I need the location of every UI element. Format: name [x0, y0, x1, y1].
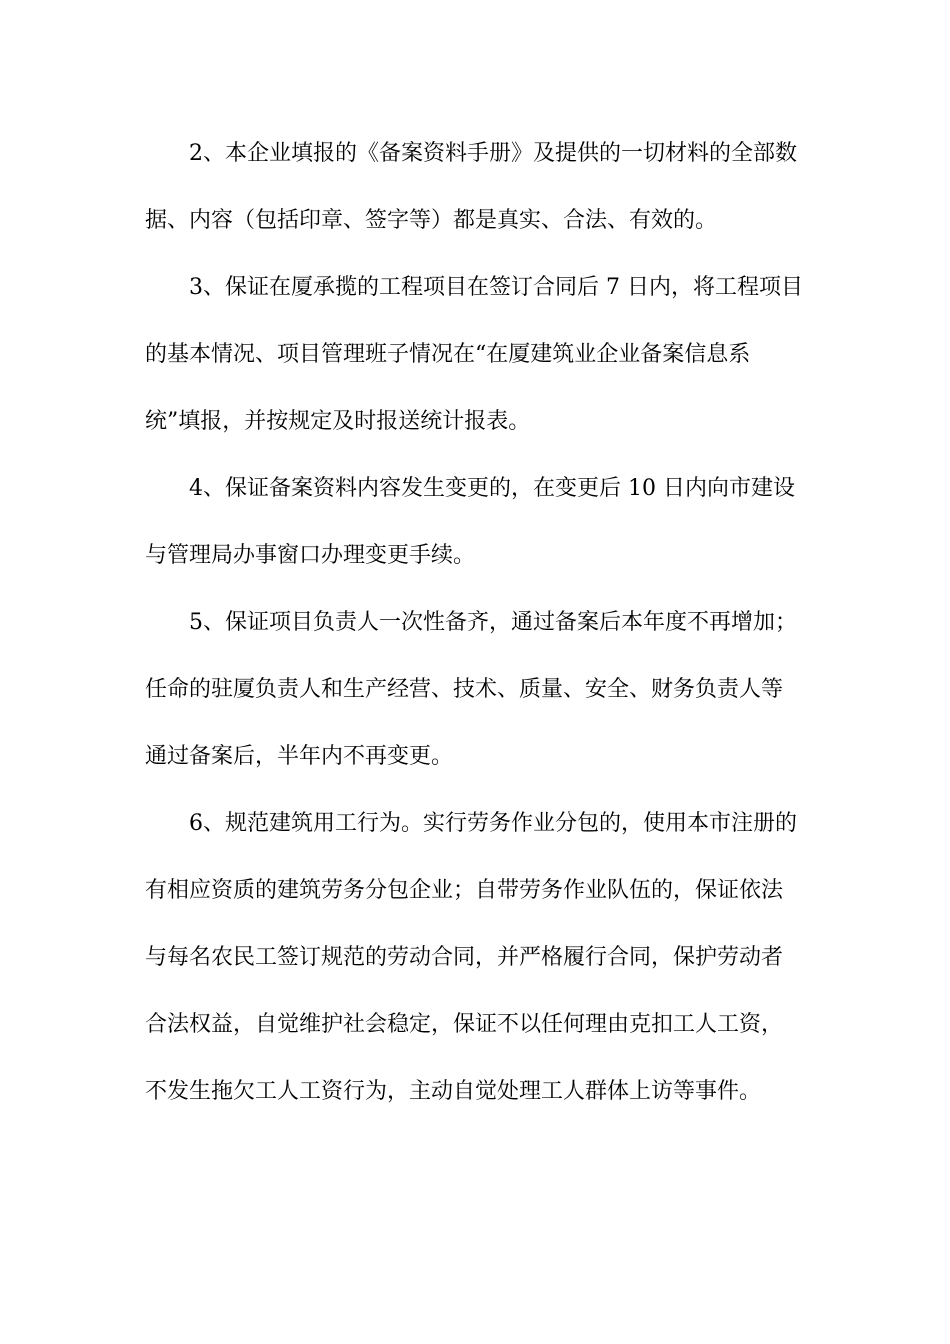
paragraph-5-line-2: 任命的驻厦负责人和生产经营、技术、质量、安全、财务负责人等	[145, 677, 784, 702]
paragraph-2-line-2: 据、内容（包括印章、签字等）都是真实、合法、有效的。	[145, 208, 718, 233]
paragraph-4-line-2: 与管理局办事窗口办理变更手续。	[145, 543, 476, 568]
paragraph-3-line-3: 统”填报，并按规定及时报送统计报表。	[145, 409, 531, 434]
paragraph-2-line-1: 2、本企业填报的《备案资料手册》及提供的一切材料的全部数	[189, 141, 797, 166]
paragraph-5-line-1: 5、保证项目负责人一次性备齐，通过备案后本年度不再增加；	[189, 610, 797, 635]
paragraph-3-line-2: 的基本情况、项目管理班子情况在“在厦建筑业企业备案信息系	[145, 342, 751, 367]
paragraph-6-line-1: 6、规范建筑用工行为。实行劳务作业分包的，使用本市注册的	[189, 811, 797, 836]
paragraph-6-line-4: 合法权益，自觉维护社会稳定，保证不以任何理由克扣工人工资，	[145, 1012, 784, 1037]
document-body	[145, 130, 815, 1135]
paragraph-4-line-1: 4、保证备案资料内容发生变更的，在变更后 10 日内向市建设	[189, 476, 795, 501]
paragraph-3-line-1: 3、保证在厦承揽的工程项目在签订合同后 7 日内，将工程项目	[189, 275, 803, 300]
paragraph-5-line-3: 通过备案后，半年内不再变更。	[145, 744, 454, 769]
paragraph-6-line-2: 有相应资质的建筑劳务分包企业；自带劳务作业队伍的，保证依法	[145, 878, 784, 903]
paragraph-6-line-3: 与每名农民工签订规范的劳动合同，并严格履行合同，保护劳动者	[145, 945, 784, 970]
paragraph-6-line-5: 不发生拖欠工人工资行为，主动自觉处理工人群体上访等事件。	[145, 1079, 762, 1104]
